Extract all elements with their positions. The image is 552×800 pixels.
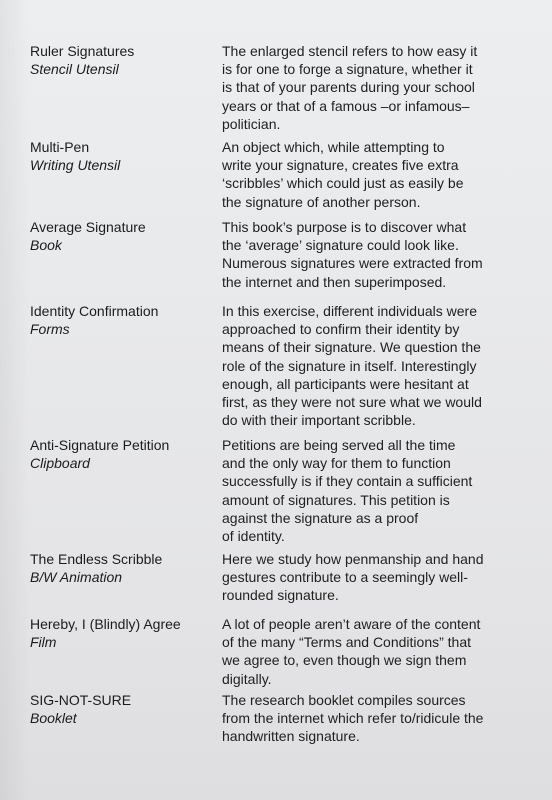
description-line: An object which, while attempting to [222,139,445,155]
description-line: do with their important scribble. [222,412,416,429]
entry-title: Ruler Signatures [30,43,135,59]
description-line: ‘scribbles’ which could just as easily be [222,175,464,192]
entry-description [222,436,522,545]
entry-title: Multi-Pen [30,139,90,155]
description-line: rounded signature. [222,587,339,604]
description-line: the internet and then superimposed. [222,273,447,290]
entry-subtitle: B/W Animation [30,569,123,585]
entry-heading [30,615,215,651]
description-line: digitally. [222,670,272,687]
entry-heading [30,138,215,174]
description-line: of identity. [222,528,285,545]
entry-title: Identity Confirmation [30,303,159,319]
description-line: Here we study how penmanship and hand [222,551,484,567]
page-shadow [0,0,30,800]
description-line: against the signature as a proof [222,509,419,526]
entry-description [222,218,522,291]
entry-subtitle: Forms [30,321,70,337]
entry-description [222,42,522,133]
description-line: politician. [222,115,281,132]
entry-title: Anti-Signature Petition [30,437,170,453]
entry-subtitle: Stencil Utensil [30,61,119,77]
entry-description [222,691,522,746]
entry-subtitle: Booklet [30,710,77,726]
description-line: from the internet which refer to/ridicule the [222,710,484,727]
description-line: first, as they were not sure what we would [222,394,482,411]
entry-description [222,138,522,211]
entry-description [222,615,522,688]
description-line: enough, all participants were hesitant at [222,375,469,392]
description-line: write your signature, creates five extra [222,157,459,174]
entry-heading [30,302,215,338]
entry-subtitle: Film [30,634,57,650]
description-line: successfully is if they contain a sufficient [222,473,473,490]
description-line: and the only way for them to function [222,455,451,472]
description-line: gestures contribute to a seemingly well- [222,569,468,586]
entry-subtitle: Book [30,237,62,253]
description-line: role of the signature in itself. Interestingly [222,357,477,374]
description-line: The research booklet compiles sources [222,692,466,708]
description-line: the signature of another person. [222,193,421,210]
description-line: means of their signature. We question the [222,339,481,356]
entry-heading [30,218,215,254]
entry-title: Average Signature [30,219,146,235]
description-line: the ‘average’ signature could look like. [222,237,459,254]
description-line: This book’s purpose is to discover what [222,219,467,235]
description-line: is that of your parents during your school [222,79,475,96]
entry-title: SIG-NOT-SURE [30,692,132,708]
description-line: The enlarged stencil refers to how easy it [222,43,478,59]
entry-description [222,302,522,429]
description-line: is for one to forge a signature, whether it [222,61,473,78]
description-line: we agree to, even though we sign them [222,652,467,669]
description-line: A lot of people aren’t aware of the content [222,616,481,632]
entry-heading [30,550,215,586]
description-line: Petitions are being served all the time [222,437,456,453]
entry-subtitle: Writing Utensil [30,157,121,173]
entry-heading [30,436,215,472]
entry-title: Hereby, I (Blindly) Agree [30,616,181,632]
entry-description [222,550,522,605]
description-line: In this exercise, different individuals were [222,303,477,319]
entry-heading [30,691,215,727]
entry-title: The Endless Scribble [30,551,163,567]
description-line: Numerous signatures were extracted from [222,255,483,272]
entry-subtitle: Clipboard [30,455,90,471]
description-line: years or that of a famous –or infamous– [222,97,470,114]
description-line: of the many “Terms and Conditions” that [222,634,472,651]
entry-heading [30,42,215,78]
description-line: handwritten signature. [222,728,360,745]
description-line: approached to confirm their identity by [222,321,460,338]
description-line: amount of signatures. This petition is [222,491,450,508]
